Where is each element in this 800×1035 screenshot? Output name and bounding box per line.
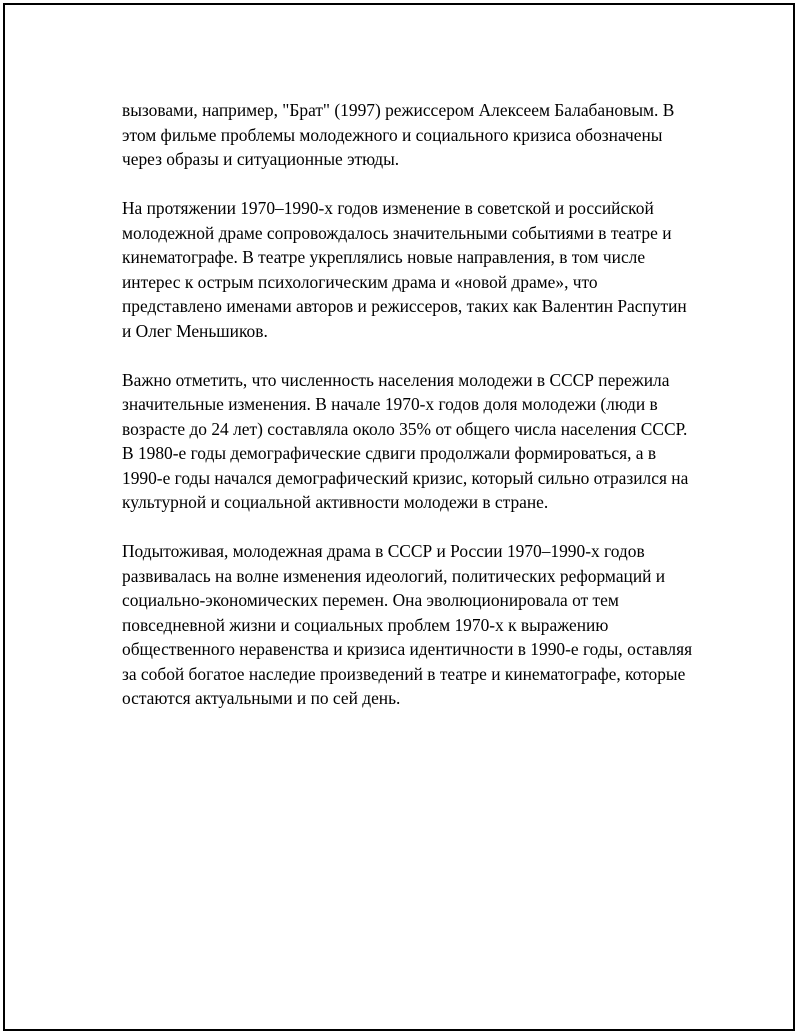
paragraph-2: На протяжении 1970–1990-х годов изменение в советской и российской молодежной драме сопровождалось значительными событиями в театре и кинематографе. В театре укреплялись новые направления, в том числе интерес к острым психологическим драма и «новой драме», что представлено именами авторов и режиссеров, таких как Валентин Распутин и Олег Меньшиков. (122, 198, 687, 341)
paragraph-4: Подытоживая, молодежная драма в СССР и России 1970–1990-х годов развивалась на волне изменения идеологий, политических реформаций и социально-экономических перемен. Она эволюционировала от тем повседневной жизни и социальных проблем 1970-х к выражению общественного неравенства и кризиса идентичности в 1990-е годы, оставляя за собой богатое наследие произведений в театре и кинематографе, которые остаются актуальными и по сей день. (122, 541, 693, 708)
paragraph-1: вызовами, например, "Брат" (1997) режиссером Алексеем Балабановым. В этом фильме проблемы молодежного и социального кризиса обозначены через образы и ситуационные этюды. (122, 100, 675, 169)
paragraph-3: Важно отметить, что численность населения молодежи в СССР пережила значительные изменения. В начале 1970-х годов доля молодежи (люди в возрасте до 24 лет) составляла около 35% от общего числа населения СССР. В 1980-е годы демографические сдвиги продолжали формироваться, а в 1990-е годы начался демографический кризис, который сильно отразился на культурной и социальной активности молодежи в стране. (122, 369, 689, 512)
document-body (122, 98, 697, 735)
page-frame (3, 3, 795, 1031)
